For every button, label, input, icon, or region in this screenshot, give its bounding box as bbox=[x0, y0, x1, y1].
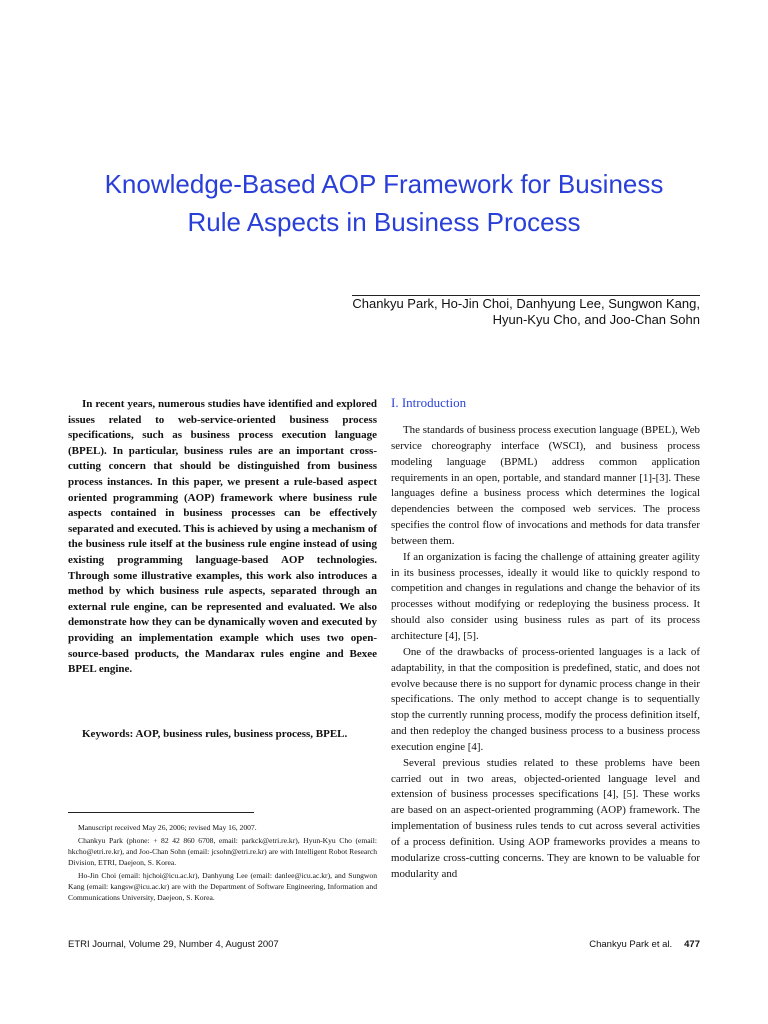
body-paragraph: The standards of business process execution language (BPEL), Web service choreography interface (WSCI), and business process modeling language (BPML) address common application requirements in an open, portable, and standard manner [1]-[3]. These languages define a business process which determines the logical dependencies between the composed web services. The process specifies the control flow of invocations and methods for data transfer between them. bbox=[391, 424, 700, 547]
body-paragraph: Several previous studies related to these problems have been carried out in two areas, objected-oriented language level and extension of business processes specifications [4], [5]. These works are based on an aspect-oriented programming (AOP) framework. The implementation of business rules tends to cut across several activities of a process definition. Using AOP frameworks provides a means to modularize cross-cutting concerns. They are known to be valuable for modularity and bbox=[391, 756, 700, 880]
paper-title bbox=[60, 165, 708, 241]
author-list bbox=[280, 296, 700, 328]
body-paragraph: If an organization is facing the challenge of attaining greater agility in its business processes, ideally it would like to quickly respond to competition and changes in regulations and change the behavior of its processes without modifying or redeploying the business process. It should also consider using business rules as part of its process architecture [4], [5]. bbox=[391, 550, 700, 642]
section-heading: I. Introduction bbox=[391, 395, 467, 410]
body-text bbox=[391, 423, 700, 882]
keywords: Keywords: AOP, business rules, business process, BPEL. bbox=[82, 728, 348, 740]
footer-author: Chankyu Park et al. bbox=[589, 939, 673, 950]
footnotes bbox=[68, 822, 377, 905]
abstract: In recent years, numerous studies have identified and explored issues related to web-service-oriented business process specifications, such as business process execution language (BPEL). In particular, business rules are an important cross-cutting concern that should be distinguished from business process instances. In this paper, we present a rule-based aspect oriented programming (AOP) framework where business rule aspects contained in business processes can be effectively separated and executed. This is achieved by using a mechanism of the business rule itself at the business rule engine instead of using existing programming language-based AOP technologies. Through some illustrative examples, this work also introduces a method by which business rule aspects, separated through an external rule engine, can be represented and evaluated. We also demonstrate how they can be dynamically woven and executed by providing an implementation example which uses two open-source-based products, the Mandarax rules engine and Bexee BPEL engine. bbox=[68, 398, 377, 676]
body-paragraph: One of the drawbacks of process-oriented languages is a lack of adaptability, in that the composition is predefined, static, and does not evolve because there is no support for dynamic process change in their specifications. The only method to accept change is to sequentially stop the currently running process, modify the process definition itself, and then redeploy the changed business process to a business process execution engine [4]. bbox=[391, 645, 700, 753]
footnote: Ho-Jin Choi (email: hjchoi@icu.ac.kr), Danhyung Lee (email: danlee@icu.ac.kr), and Sungwon Kang (email: kangsw@icu.ac.kr) are with the Department of Software Engineering, Information and Communications University, Daejeon, S. Korea. bbox=[68, 871, 377, 902]
footer-right bbox=[589, 939, 700, 950]
title-line: Knowledge-Based AOP Framework for Business bbox=[104, 169, 664, 199]
author-line: Chankyu Park, Ho-Jin Choi, Danhyung Lee, Sungwon Kang, bbox=[352, 296, 700, 311]
title-line: Rule Aspects in Business Process bbox=[187, 207, 581, 237]
author-line: Hyun-Kyu Cho, and Joo-Chan Sohn bbox=[492, 312, 700, 327]
footnote-divider bbox=[68, 812, 254, 813]
footnote: Manuscript received May 26, 2006; revised May 16, 2007. bbox=[78, 823, 257, 832]
footnote: Chankyu Park (phone: + 82 42 860 6708, email: parkck@etri.re.kr), Hyun-Kyu Cho (email: hkcho@etri.re.kr), and Joo-Chan Sohn (email: jcsohn@etri.re.kr) are with Intelligent Robot Research Division, ETRI, Daejeon, S. Korea. bbox=[68, 836, 377, 867]
page-number: 477 bbox=[684, 939, 700, 950]
footer-journal: ETRI Journal, Volume 29, Number 4, August 2007 bbox=[68, 939, 279, 950]
